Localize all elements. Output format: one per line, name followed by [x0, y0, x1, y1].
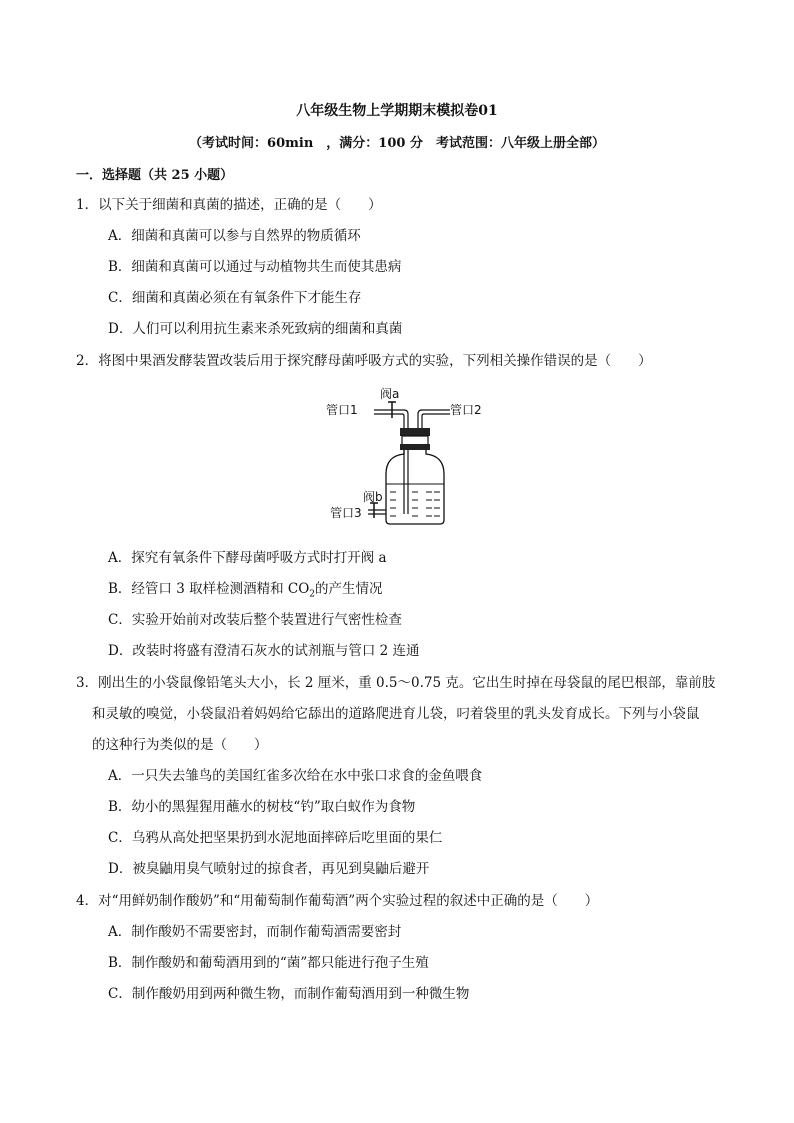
- question-3-stem-line-3: 的这种行为类似的是（ ）: [92, 737, 268, 753]
- question-1-option-b: B．细菌和真菌可以通过与动植物共生而使其患病: [108, 259, 402, 275]
- question-1-option-c: C．细菌和真菌必须在有氧条件下才能生存: [108, 290, 362, 306]
- question-4-option-c: C．制作酸奶用到两种微生物，而制作葡萄酒用到一种微生物: [108, 986, 470, 1002]
- question-2-option-c: C．实验开始前对改装后整个装置进行气密性检查: [108, 612, 402, 628]
- question-3-stem-line-1: 3．刚出生的小袋鼠像铅笔头大小，长 2 厘米，重 0.5～0.75 克。它出生时掉在母袋鼠的尾巴根部，靠前肢: [76, 675, 716, 691]
- question-3-option-d: D．被臭鼬用臭气喷射过的掠食者，再见到臭鼬后避开: [108, 861, 430, 877]
- exam-subtitle: （考试时间：60min ，满分：100 分 考试范围：八年级上册全部）: [189, 136, 605, 151]
- question-3-option-a: A．一只失去雏鸟的美国红雀多次给在水中张口求食的金鱼喂食: [108, 768, 483, 784]
- port-2-label: 管口2: [450, 403, 482, 417]
- question-1-stem: 1．以下关于细菌和真菌的描述，正确的是（ ）: [76, 197, 382, 213]
- question-1-option-d: D．人们可以利用抗生素来杀死致病的细菌和真菌: [108, 321, 403, 337]
- section-heading: 一．选择题（共 25 小题）: [76, 168, 234, 183]
- question-3-option-b: B．幼小的黑猩猩用蘸水的树枝“钓”取白蚁作为食物: [108, 799, 416, 815]
- exam-title: 八年级生物上学期期末模拟卷01: [296, 103, 498, 119]
- question-3-stem-line-2: 和灵敏的嗅觉，小袋鼠沿着妈妈给它舔出的道路爬进育儿袋，叼着袋里的乳头发育成长。下列与小袋鼠: [92, 706, 700, 722]
- valve-a-label: 阀a: [380, 387, 400, 401]
- question-3-option-c: C．乌鸦从高处把坚果扔到水泥地面摔碎后吃里面的果仁: [108, 830, 443, 846]
- question-2-stem: 2．将图中果酒发酵装置改装后用于探究酵母菌呼吸方式的实验，下列相关操作错误的是（ ）: [76, 353, 652, 369]
- valve-b-label: 阀b: [363, 490, 383, 504]
- question-2-option-b: B．经管口 3 取样检测酒精和 $CO_2$的产生情况: [108, 581, 383, 600]
- question-4-option-b: B．制作酸奶和葡萄酒用到的“菌”都只能进行孢子生殖: [108, 955, 429, 971]
- question-1-option-a: A．细菌和真菌可以参与自然界的物质循环: [108, 228, 361, 244]
- question-4-stem: 4．对“用鲜奶制作酸奶”和“用葡萄制作葡萄酒”两个实验过程的叙述中正确的是（ ）: [76, 893, 599, 909]
- port-3-label: 管口3: [330, 506, 362, 520]
- question-2-option-a: A．探究有氧条件下酵母菌呼吸方式时打开阀 a: [108, 550, 387, 566]
- question-4-option-a: A．制作酸奶不需要密封，而制作葡萄酒需要密封: [108, 924, 402, 940]
- question-2-option-d: D．改装时将盛有澄清石灰水的试剂瓶与管口 2 连通: [108, 643, 420, 659]
- fermentation-apparatus-figure: [326, 384, 496, 526]
- port-1-label: 管口1: [326, 403, 358, 417]
